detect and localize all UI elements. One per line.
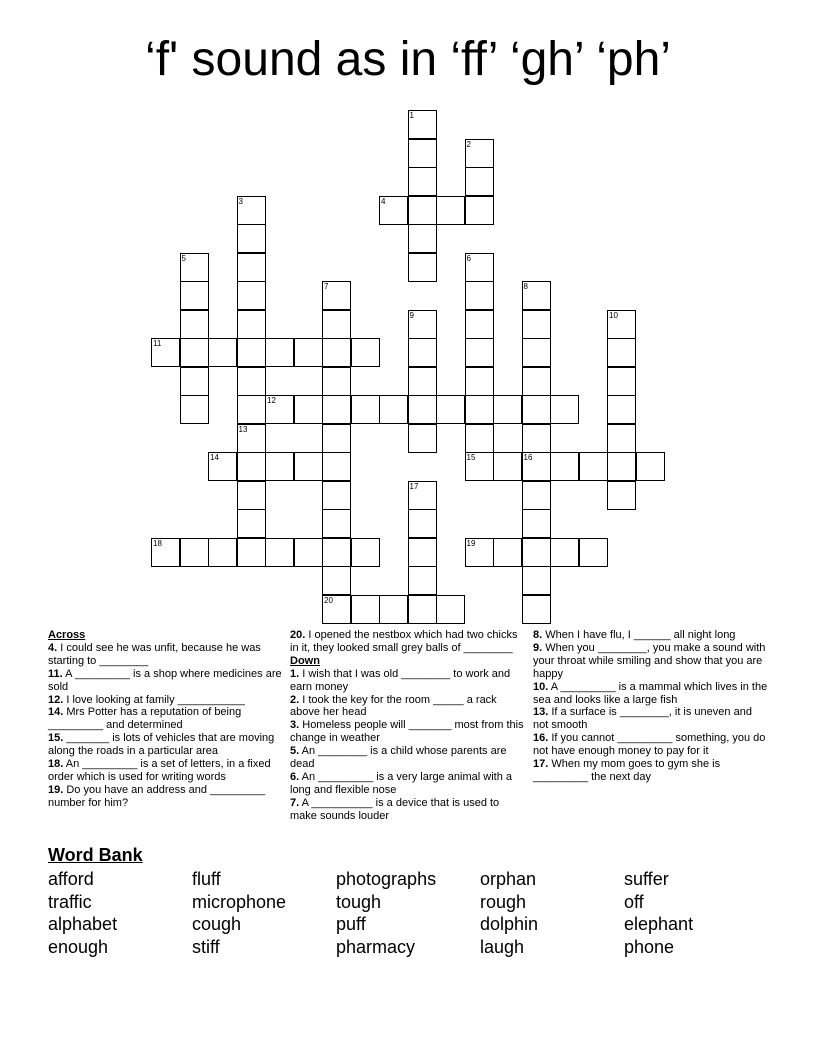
page-title: ‘f' sound as in ‘ff’ ‘gh’ ‘ph’ <box>145 33 671 86</box>
clue-across-19: 19. Do you have an address and _________ number for him? <box>48 783 266 809</box>
word-bank-word: phone <box>624 937 675 958</box>
grid-cell[interactable] <box>408 566 437 595</box>
word-bank-column <box>192 868 286 959</box>
grid-cell[interactable] <box>322 424 351 453</box>
grid-cell[interactable] <box>180 367 209 396</box>
grid-cell[interactable] <box>493 395 522 424</box>
grid-cell[interactable] <box>607 338 636 367</box>
grid-cell[interactable] <box>151 538 180 567</box>
clue-down-9: 9. When you ________, you make a sound with your throat while smiling and show that you are happy <box>533 641 766 680</box>
grid-cell[interactable] <box>408 253 437 282</box>
grid-cell[interactable] <box>465 167 494 196</box>
clue-number: 6 <box>466 253 471 263</box>
clue-across-20: 20. I opened the nestbox which had two chicks in it, they looked small grey balls of ________ <box>290 629 518 654</box>
grid-cell[interactable] <box>379 395 408 424</box>
clue-number: 13 <box>238 424 248 434</box>
grid-cell[interactable] <box>237 281 266 310</box>
grid-cell[interactable] <box>550 395 579 424</box>
grid-cell[interactable] <box>465 367 494 396</box>
grid-cell[interactable] <box>237 367 266 396</box>
grid-cell[interactable] <box>294 452 323 481</box>
clue-down-10: 10. A _________ is a mammal which lives in the sea and looks like a large fish <box>533 680 768 706</box>
grid-cell[interactable] <box>408 424 437 453</box>
grid-cell[interactable] <box>208 338 237 367</box>
clue-number: 9 <box>409 310 414 320</box>
clue-across-12: 12. I love looking at family ___________ <box>48 693 245 706</box>
grid-cell[interactable] <box>522 281 551 310</box>
grid-cell[interactable] <box>237 538 266 567</box>
clue-number: 14 <box>210 453 219 462</box>
grid-cell[interactable] <box>237 481 266 510</box>
grid-cell[interactable] <box>408 310 437 339</box>
grid-cell[interactable] <box>237 452 266 481</box>
grid-cell[interactable] <box>351 338 380 367</box>
grid-cell[interactable] <box>522 481 551 510</box>
grid-cell[interactable] <box>237 395 266 424</box>
grid-cell[interactable] <box>408 595 437 624</box>
grid-cell[interactable] <box>322 338 351 367</box>
grid-cell[interactable] <box>465 395 494 424</box>
word-bank-word: suffer <box>624 869 669 889</box>
clue-across-15: 15. _______ is lots of vehicles that are moving along the roads in a particular area <box>48 732 275 758</box>
grid-cell[interactable] <box>465 196 494 225</box>
grid-cell[interactable] <box>522 310 551 339</box>
word-bank-word: tough <box>336 891 382 912</box>
grid-cell[interactable] <box>379 196 408 225</box>
grid-cell[interactable] <box>322 538 351 567</box>
grid-cell[interactable] <box>180 253 209 282</box>
grid-cell[interactable] <box>579 452 608 481</box>
word-bank-word: elephant <box>624 914 694 935</box>
grid-cell[interactable] <box>436 595 465 624</box>
clues-column-1 <box>48 629 282 810</box>
grid-cell[interactable] <box>322 452 351 481</box>
clue-across-4: 4. I could see he was unfit, because he was starting to ________ <box>48 641 261 667</box>
grid-cell[interactable] <box>465 139 494 168</box>
clue-number: 1 <box>409 111 414 120</box>
clue-number: 2 <box>466 139 471 149</box>
word-bank-word: traffic <box>48 891 92 912</box>
clue-down-7: 7. A __________ is a device that is used to make sounds louder <box>290 796 500 822</box>
grid-cell[interactable] <box>550 538 579 567</box>
word-bank-word: fluff <box>192 869 221 889</box>
grid-cell[interactable] <box>465 253 494 282</box>
grid-cell[interactable] <box>550 452 579 481</box>
word-bank-word: stiff <box>192 937 220 958</box>
grid-cell[interactable] <box>408 509 437 538</box>
clue-number: 18 <box>153 538 162 548</box>
clue-number: 12 <box>267 396 276 405</box>
grid-cell[interactable] <box>294 538 323 567</box>
clue-across-14: 14. Mrs Potter has a reputation of being _________ and determined <box>48 706 242 732</box>
grid-cell[interactable] <box>351 595 380 624</box>
grid-cell[interactable] <box>465 310 494 339</box>
grid-cell[interactable] <box>465 538 494 567</box>
clue-down-16: 16. If you cannot _________ something, you do not have enough money to pay for it <box>533 732 766 758</box>
grid-cell[interactable] <box>237 509 266 538</box>
clue-down-13: 13. If a surface is ________, it is uneven and not smooth <box>533 706 752 732</box>
word-bank-title: Word Bank <box>48 845 143 865</box>
grid-cell[interactable] <box>180 538 209 567</box>
clue-down-1: 1. I wish that I was old ________ to work and earn money <box>290 667 511 693</box>
grid-cell[interactable] <box>465 338 494 367</box>
grid-cell[interactable] <box>265 538 294 567</box>
clue-down-17: 17. When my mom goes to gym she is _________ the next day <box>533 758 721 783</box>
grid-cell[interactable] <box>294 338 323 367</box>
clue-number: 11 <box>153 339 162 348</box>
clues-column-3 <box>533 629 769 784</box>
grid-cell[interactable] <box>607 367 636 396</box>
clue-number: 7 <box>324 282 329 291</box>
word-bank-word: alphabet <box>48 914 118 935</box>
grid-cell[interactable] <box>522 367 551 396</box>
clue-down-8: 8. When I have flu, I ______ all night long <box>533 629 736 641</box>
grid-cell[interactable] <box>522 538 551 567</box>
grid-cell[interactable] <box>180 338 209 367</box>
clue-across-11: 11. A _________ is a shop where medicines are sold <box>48 667 282 693</box>
grid-cell[interactable] <box>265 338 294 367</box>
grid-cell[interactable] <box>522 338 551 367</box>
clues-column-2 <box>290 629 524 823</box>
grid-cell[interactable] <box>294 395 323 424</box>
grid-cell[interactable] <box>493 452 522 481</box>
word-bank-word: microphone <box>192 891 287 912</box>
grid-cell[interactable] <box>522 566 551 595</box>
clue-number: 19 <box>466 538 476 548</box>
grid-cell[interactable] <box>180 281 209 310</box>
grid-cell[interactable] <box>579 538 608 567</box>
grid-cell[interactable] <box>351 395 380 424</box>
grid-cell[interactable] <box>522 452 551 481</box>
grid-cell[interactable] <box>408 481 437 510</box>
grid-cell[interactable] <box>408 196 437 225</box>
word-bank-word: laugh <box>480 937 525 958</box>
grid-cell[interactable] <box>493 538 522 567</box>
grid-cell[interactable] <box>237 338 266 367</box>
grid-cell[interactable] <box>408 167 437 196</box>
clue-number: 15 <box>466 453 476 462</box>
grid-cell[interactable] <box>322 281 351 310</box>
grid-cell[interactable] <box>408 538 437 567</box>
clue-number: 20 <box>324 595 333 605</box>
grid-cell[interactable] <box>607 481 636 510</box>
grid-cell[interactable] <box>322 509 351 538</box>
grid-cell[interactable] <box>237 253 266 282</box>
grid-cell[interactable] <box>408 338 437 367</box>
grid-cell[interactable] <box>408 224 437 253</box>
grid-cell[interactable] <box>436 395 465 424</box>
grid-cell[interactable] <box>522 395 551 424</box>
grid-cell[interactable] <box>607 310 636 339</box>
clue-number: 16 <box>523 453 533 462</box>
word-bank-word: puff <box>336 914 366 935</box>
grid-cell[interactable] <box>607 395 636 424</box>
grid-cell[interactable] <box>322 595 351 624</box>
grid-cell[interactable] <box>522 509 551 538</box>
grid-cell[interactable] <box>265 395 294 424</box>
clue-down-2: 2. I took the key for the room _____ a rack above her head <box>290 693 497 719</box>
grid-cell[interactable] <box>180 310 209 339</box>
grid-cell[interactable] <box>151 338 180 367</box>
grid-cell[interactable] <box>379 595 408 624</box>
word-bank-word: rough <box>480 891 527 912</box>
grid-cell[interactable] <box>208 452 237 481</box>
grid-cell[interactable] <box>237 424 266 453</box>
word-bank-word: dolphin <box>480 914 539 935</box>
word-bank-word: orphan <box>480 869 537 889</box>
grid-cell[interactable] <box>522 424 551 453</box>
grid-cell[interactable] <box>322 481 351 510</box>
grid-cell[interactable] <box>322 395 351 424</box>
grid-cell[interactable] <box>322 367 351 396</box>
grid-cell[interactable] <box>408 139 437 168</box>
clue-number: 10 <box>609 310 618 320</box>
grid-cell[interactable] <box>436 196 465 225</box>
grid-cell[interactable] <box>322 566 351 595</box>
grid-cell[interactable] <box>351 538 380 567</box>
word-bank-word: afford <box>48 869 94 889</box>
grid-cell[interactable] <box>465 281 494 310</box>
clue-number: 4 <box>381 196 386 206</box>
clue-number: 3 <box>238 196 243 206</box>
word-bank-column <box>480 868 538 959</box>
grid-cell[interactable] <box>237 196 266 225</box>
grid-cell[interactable] <box>208 538 237 567</box>
clue-down-6: 6. An _________ is a very large animal with a long and flexible nose <box>290 770 512 796</box>
grid-cell[interactable] <box>465 424 494 453</box>
word-bank-word: off <box>624 891 644 912</box>
word-bank-word: cough <box>192 914 242 935</box>
clue-across-18: 18. An _________ is a set of letters, in a fixed order which is used for writing words <box>48 758 271 783</box>
grid-cell[interactable] <box>180 395 209 424</box>
word-bank-word: enough <box>48 937 109 958</box>
clue-down-3: 3. Homeless people will _______ most from this change in weather <box>290 719 524 745</box>
grid-cell[interactable] <box>237 310 266 339</box>
grid-cell[interactable] <box>408 367 437 396</box>
grid-cell[interactable] <box>522 595 551 624</box>
word-bank-column <box>48 868 117 959</box>
grid-cell[interactable] <box>265 452 294 481</box>
grid-cell[interactable] <box>322 310 351 339</box>
clue-number: 5 <box>181 253 186 263</box>
grid-cell[interactable] <box>465 452 494 481</box>
grid-cell[interactable] <box>607 424 636 453</box>
clue-number: 8 <box>523 282 528 291</box>
down-heading: Down <box>290 654 320 667</box>
grid-cell[interactable] <box>237 224 266 253</box>
across-heading: Across <box>48 629 86 641</box>
word-bank-word: photographs <box>336 869 437 889</box>
grid-cell[interactable] <box>607 452 636 481</box>
word-bank-word: pharmacy <box>336 937 416 958</box>
grid-cell[interactable] <box>408 395 437 424</box>
grid-cell[interactable] <box>636 452 665 481</box>
clue-number: 17 <box>409 481 419 491</box>
word-bank-column <box>624 868 693 959</box>
grid-cell[interactable] <box>408 110 437 139</box>
word-bank-column <box>336 868 436 959</box>
clue-down-5: 5. An ________ is a child whose parents are dead <box>290 745 507 771</box>
